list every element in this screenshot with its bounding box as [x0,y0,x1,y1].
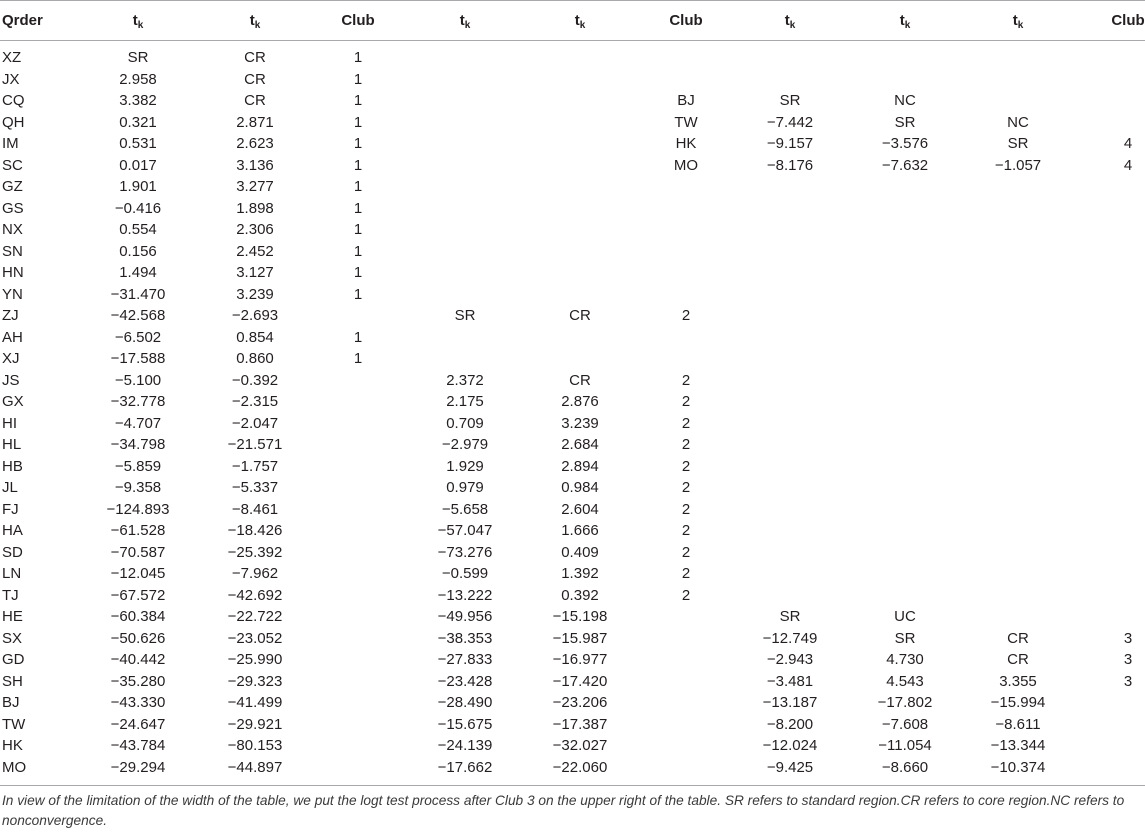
table-row [0,69,1145,91]
subtable-region-cell: HK [675,135,697,152]
region-cell: JX [2,70,20,88]
tk-cell: −38.353 [437,629,493,647]
region-cell: BJ [2,694,20,711]
table-row [0,327,1145,349]
table-row [0,434,1145,456]
club-cell: 2 [681,522,691,539]
tk-cell: SR [454,307,476,324]
table-row [0,112,1145,134]
header-subscript: k [464,20,471,31]
tk-cell: 0.017 [119,156,157,174]
tk-cell: −17.802 [877,694,933,711]
tk-cell: 1.898 [236,199,274,217]
header-t: t [574,12,580,29]
tk-cell: 3.239 [561,414,599,432]
region-cell: HN [2,264,24,281]
club-cell: 2 [681,371,691,389]
region-cell: JS [2,371,20,389]
tk-cell: −15.987 [552,629,608,647]
column-header-tk [850,1,960,40]
header-t: t [1012,12,1018,29]
region-cell: GS [2,199,24,217]
tk-cell: NC [1007,113,1029,131]
tk-cell: 2.684 [561,436,599,453]
tk-cell: −11.054 [878,737,932,754]
region-cell: SC [2,156,23,174]
column-header-tk [735,1,845,40]
tk-cell: −42.568 [110,307,166,324]
tk-cell: −9.157 [766,135,814,152]
table-body [0,41,1145,786]
tk-cell: 0.984 [561,479,599,496]
header-subscript: k [254,20,261,31]
tk-cell: 0.156 [119,242,157,260]
tk-cell: CR [244,70,266,88]
tk-cell: −1.757 [231,457,279,475]
subtable-region-cell: BJ [677,92,695,109]
tk-cell: −13.222 [437,586,493,604]
table-row [0,47,1145,69]
region-cell: CQ [2,92,25,109]
tk-cell: −80.153 [227,737,283,754]
table-row [0,198,1145,220]
tk-cell: −41.499 [227,694,283,711]
table-footnote: In view of the limitation of the width of the table, we put the logt test process after Club 3 on the upper right of the table. SR refers to standard region.CR refers to core region.NC refers to nonconvergence. [2,793,1125,828]
tk-cell: −22.060 [552,758,608,776]
tk-cell: −73.276 [437,543,493,561]
tk-cell: −17.420 [552,672,608,690]
tk-cell: −8.461 [231,500,279,518]
table-row [0,90,1145,112]
region-cell: HE [2,608,23,625]
table-row [0,305,1145,327]
region-cell: SH [2,672,23,690]
tk-cell: −7.962 [231,565,279,582]
table-row [0,606,1145,628]
table-row [0,649,1145,671]
tk-cell: −10.374 [990,758,1046,776]
column-header-order: Qrder [2,12,43,29]
tk-cell: 3.127 [236,264,274,281]
tk-cell: −32.778 [110,393,166,410]
tk-cell: −15.994 [990,694,1046,711]
club-cell: 1 [353,242,363,260]
tk-cell: −5.658 [441,500,489,518]
tk-cell: −2.943 [766,651,814,668]
tk-cell: −67.572 [110,586,166,604]
tk-cell: 0.554 [119,221,157,238]
club-cell: 2 [681,500,691,518]
club-cell: 3 [1123,629,1133,647]
region-cell: SN [2,242,23,260]
club-cell: 2 [681,543,691,561]
tk-cell: −16.977 [552,651,608,668]
region-cell: TJ [2,586,19,604]
column-header-club: Club [669,12,703,29]
table-row [0,757,1145,779]
tk-cell: 2.306 [236,221,274,238]
tk-cell: CR [569,307,591,324]
region-cell: HK [2,737,23,754]
column-header-club: Club [1111,12,1145,29]
tk-cell: −6.502 [114,328,162,346]
tk-cell: CR [1007,629,1029,647]
tk-cell: 0.854 [236,328,274,346]
header-subscript: k [579,20,586,31]
tk-cell: CR [569,371,591,389]
tk-cell: −4.707 [114,414,162,432]
table-row [0,714,1145,736]
header-t: t [899,12,905,29]
header-row [0,1,1145,41]
header-t: t [459,12,465,29]
club-cell: 1 [353,113,363,131]
tk-cell: −13.344 [990,737,1046,754]
club-cell: 4 [1123,135,1133,152]
tk-cell: 4.543 [886,672,924,690]
tk-cell: −40.442 [110,651,166,668]
region-cell: JL [2,479,18,496]
tk-cell: −3.481 [766,672,814,690]
tk-cell: 0.392 [561,586,599,604]
tk-cell: −7.608 [881,715,929,733]
region-cell: GX [2,393,24,410]
tk-cell: −24.647 [110,715,166,733]
header-subscript: k [137,20,144,31]
club-cell: 1 [353,285,363,303]
club-cell: 2 [681,457,691,475]
tk-cell: SR [894,629,916,647]
tk-cell: −2.047 [231,414,279,432]
region-cell: SD [2,543,23,561]
table-row [0,692,1145,714]
tk-cell: 1.901 [119,178,157,195]
club-cell: 1 [353,264,363,281]
table-row [0,370,1145,392]
region-cell: LN [2,565,22,582]
club-cell: 4 [1123,156,1133,174]
column-header-tk [525,1,635,40]
club-cell: 1 [353,156,363,174]
tk-cell: −29.323 [227,672,283,690]
column-header-tk [200,1,310,40]
tk-cell: −12.024 [762,737,818,754]
table-row [0,133,1145,155]
tk-cell: −5.859 [114,457,162,475]
header-subscript: k [904,20,911,31]
tk-cell: 2.958 [119,70,157,88]
tk-cell: −43.784 [110,737,166,754]
tk-cell: −61.528 [110,522,166,539]
table-row [0,456,1145,478]
region-cell: SX [2,629,23,647]
tk-cell: 2.175 [446,393,484,410]
tk-cell: 2.876 [561,393,599,410]
region-cell: QH [2,113,25,131]
table-row [0,391,1145,413]
club-cell: 1 [353,328,363,346]
tk-cell: −44.897 [227,758,283,776]
tk-cell: 2.452 [236,242,274,260]
tk-cell: 3.239 [236,285,274,303]
tk-cell: −13.187 [762,694,818,711]
tk-cell: −49.956 [437,608,493,625]
tk-cell: −25.990 [227,651,283,668]
region-cell: HB [2,457,23,475]
tk-cell: 2.604 [561,500,599,518]
region-cell: HI [2,414,17,432]
tk-cell: −124.893 [106,500,170,518]
tk-cell: −15.675 [437,715,493,733]
tk-cell: −43.330 [110,694,166,711]
tk-cell: −0.599 [441,565,489,582]
header-t: t [249,12,255,29]
club-cell: 1 [353,221,363,238]
tk-cell: 0.321 [119,113,157,131]
tk-cell: 0.709 [446,414,484,432]
tk-cell: 3.382 [119,92,157,109]
tk-cell: −70.587 [110,543,166,561]
tk-cell: −12.045 [110,565,166,582]
table-row [0,262,1145,284]
tk-cell: SR [1007,135,1029,152]
tk-cell: −23.052 [227,629,283,647]
table-row [0,241,1145,263]
tk-cell: −0.392 [231,371,279,389]
region-cell: TW [2,715,26,733]
club-cell: 2 [681,436,691,453]
table-row [0,219,1145,241]
club-cell: 1 [353,178,363,195]
table-row [0,284,1145,306]
tk-cell: −8.611 [995,715,1041,733]
tk-cell: −25.392 [227,543,283,561]
region-cell: AH [2,328,23,346]
tk-cell: CR [244,92,266,109]
subtable-region-cell: TW [674,113,698,131]
tk-cell: −17.387 [552,715,608,733]
tk-cell: 0.860 [236,350,274,367]
tk-cell: −2.315 [231,393,279,410]
region-cell: FJ [2,500,19,518]
tk-cell: 3.355 [999,672,1037,690]
tk-cell: 3.277 [236,178,274,195]
tk-cell: −32.027 [552,737,608,754]
club-cell: 3 [1123,651,1133,668]
table-row [0,671,1145,693]
table-row [0,155,1145,177]
table-row [0,176,1145,198]
tk-cell: −8.660 [881,758,929,776]
tk-cell: 1.392 [561,565,599,582]
tk-cell: −0.416 [114,199,162,217]
tk-cell: −31.470 [110,285,166,303]
region-cell: GZ [2,178,23,195]
tk-cell: −50.626 [110,629,166,647]
region-cell: IM [2,135,19,152]
table-row [0,628,1145,650]
tk-cell: −2.979 [441,436,489,453]
tk-cell: −57.047 [437,522,493,539]
tk-cell: SR [779,92,801,109]
tk-cell: −1.057 [994,156,1042,174]
tk-cell: −35.280 [110,672,166,690]
table-row [0,585,1145,607]
tk-cell: −5.100 [114,371,162,389]
tk-cell: −42.692 [227,586,283,604]
tk-cell: 2.372 [446,371,484,389]
club-cell: 2 [681,586,691,604]
tk-cell: −21.571 [227,436,283,453]
tk-cell: −29.921 [227,715,283,733]
tk-cell: −17.662 [437,758,493,776]
tk-cell: 3.136 [236,156,274,174]
club-cell: 2 [681,479,691,496]
club-cell: 1 [353,350,363,367]
header-t: t [784,12,790,29]
header-subscript: k [789,20,796,31]
subtable-region-cell: MO [673,156,699,174]
tk-cell: 1.494 [119,264,157,281]
tk-cell: UC [894,608,916,625]
tk-cell: −9.425 [766,758,814,776]
tk-cell: 4.730 [886,651,924,668]
column-header-club: Club [341,12,375,29]
tk-cell: −15.198 [552,608,608,625]
club-cell: 2 [681,414,691,432]
tk-cell: −60.384 [110,608,166,625]
club-cell: 1 [353,70,363,88]
club-cell: 1 [353,199,363,217]
table-row [0,520,1145,542]
table-row [0,348,1145,370]
tk-cell: 0.979 [446,479,484,496]
tk-cell: −29.294 [110,758,166,776]
tk-cell: 0.409 [561,543,599,561]
table-row [0,413,1145,435]
region-cell: GD [2,651,25,668]
tk-cell: 2.894 [561,457,599,475]
tk-cell: −18.426 [227,522,283,539]
club-cell: 2 [681,307,691,324]
column-header-tk [410,1,520,40]
region-cell: YN [2,285,23,303]
tk-cell: −7.632 [881,156,929,174]
tk-cell: −34.798 [110,436,166,453]
table-row [0,499,1145,521]
club-cell: 1 [353,49,363,66]
region-cell: NX [2,221,23,238]
tk-cell: 1.666 [561,522,599,539]
column-header-tk [83,1,193,40]
tk-cell: 2.871 [236,113,274,131]
table-row [0,563,1145,585]
tk-cell: −8.200 [766,715,814,733]
header-subscript: k [1017,20,1024,31]
tk-cell: SR [779,608,801,625]
tk-cell: −23.206 [552,694,608,711]
tk-cell: 2.623 [236,135,274,152]
club-cell: 1 [353,92,363,109]
club-cell: 2 [681,565,691,582]
tk-cell: SR [894,113,916,131]
club-cell: 3 [1123,672,1133,690]
tk-cell: −22.722 [227,608,283,625]
tk-cell: −2.693 [231,307,279,324]
column-header-tk [963,1,1073,40]
tk-cell: −3.576 [881,135,929,152]
table-row [0,477,1145,499]
tk-cell: 1.929 [446,457,484,475]
tk-cell: −9.358 [114,479,162,496]
table-row [0,542,1145,564]
table-row [0,735,1145,757]
tk-cell: −7.442 [766,113,814,131]
region-cell: MO [2,758,27,776]
region-cell: ZJ [2,307,19,324]
region-cell: XJ [2,350,20,367]
tk-cell: −12.749 [762,629,818,647]
region-cell: HA [2,522,23,539]
header-t: t [132,12,138,29]
tk-cell: CR [1007,651,1029,668]
tk-cell: −5.337 [231,479,279,496]
tk-cell: −24.139 [437,737,493,754]
club-cell: 1 [353,135,363,152]
tk-cell: −27.833 [437,651,493,668]
tk-cell: SR [127,49,149,66]
region-cell: HL [2,436,22,453]
tk-cell: −28.490 [437,694,493,711]
tk-cell: CR [244,49,266,66]
tk-cell: −8.176 [766,156,814,174]
tk-cell: −23.428 [437,672,493,690]
club-cell: 2 [681,393,691,410]
tk-cell: −17.588 [110,350,166,367]
tk-cell: NC [894,92,916,109]
region-cell: XZ [2,49,22,66]
tk-cell: 0.531 [119,135,157,152]
